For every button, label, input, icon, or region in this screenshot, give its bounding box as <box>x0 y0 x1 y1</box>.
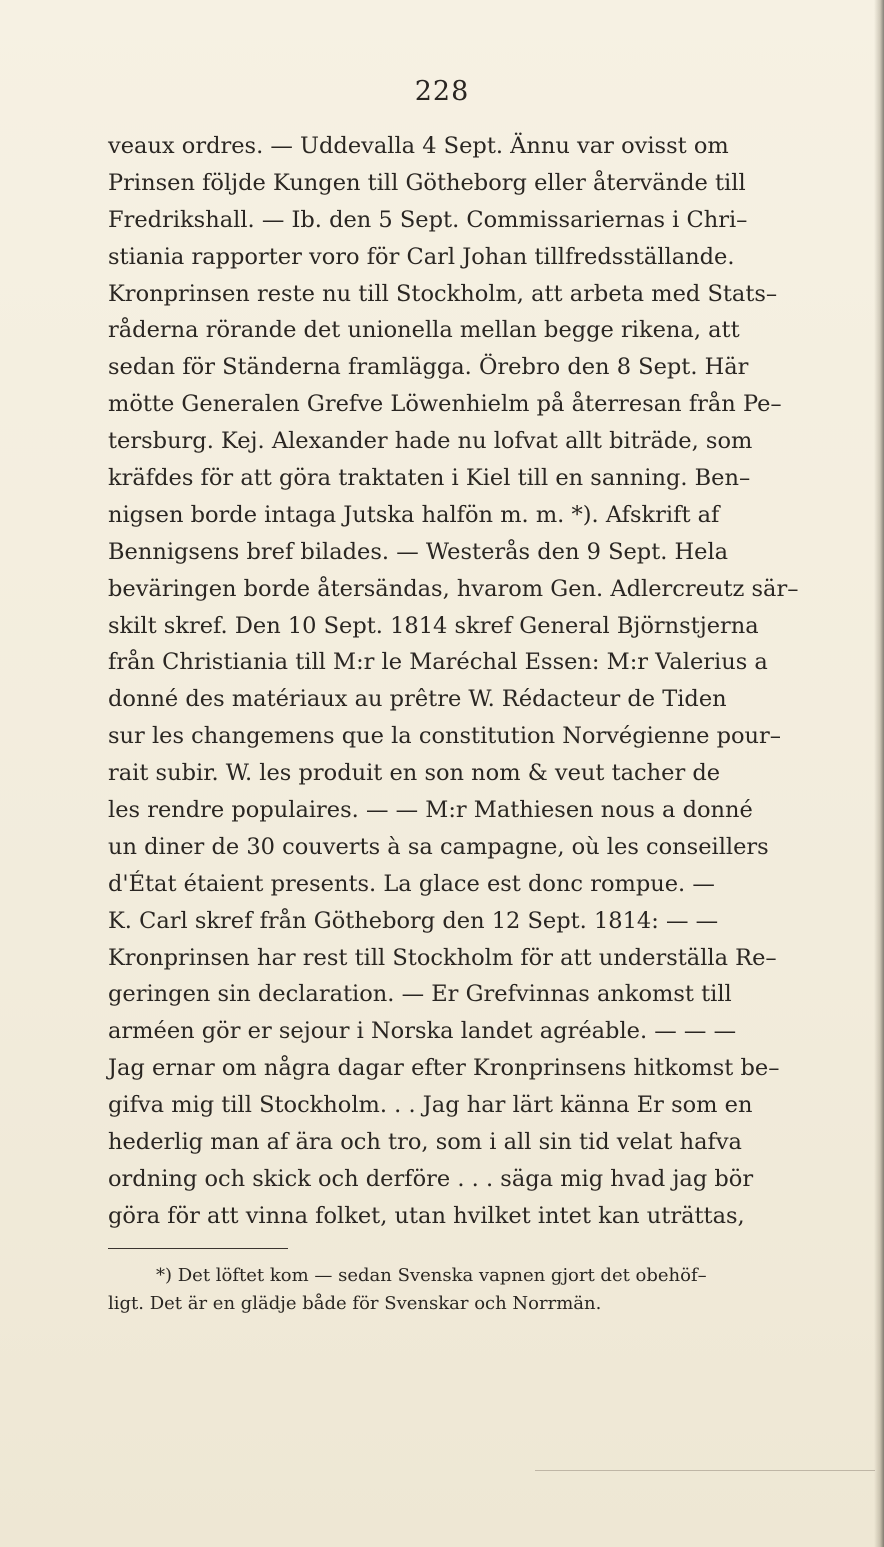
text-line: kräfdes för att göra traktaten i Kiel till en sanning. Ben– <box>108 465 751 492</box>
text-line: un diner de 30 couverts à sa campagne, où les conseillers <box>108 833 769 860</box>
text-line: stiania rapporter voro för Carl Johan tillfredsställande. <box>108 243 735 270</box>
text-line: beväringen borde återsändas, hvarom Gen. Adlercreutz sär– <box>108 575 799 602</box>
text-line: Fredrikshall. — Ib. den 5 Sept. Commissariernas i Chri– <box>108 206 748 233</box>
text-line: råderna rörande det unionella mellan begge rikena, att <box>108 317 740 344</box>
text-line: skilt skref. Den 10 Sept. 1814 skref General Björnstjerna <box>108 612 759 639</box>
page-number: 228 <box>414 76 470 107</box>
text-line: Kronprinsen reste nu till Stockholm, att arbeta med Stats– <box>108 280 778 307</box>
page-edge-mark <box>535 1470 875 1471</box>
text-line: rait subir. W. les produit en son nom & veut tacher de <box>108 760 721 787</box>
text-line: K. Carl skref från Götheborg den 12 Sept. 1814: — — <box>108 907 719 934</box>
text-line: Prinsen följde Kungen till Götheborg eller återvände till <box>108 169 746 196</box>
text-line: les rendre populaires. — — M:r Mathiesen nous a donné <box>108 797 753 824</box>
footnote <box>108 1262 808 1318</box>
text-line: Bennigsens bref bilades. — Westerås den 9 Sept. Hela <box>108 538 729 565</box>
page-edge-shadow <box>874 0 884 1547</box>
text-line: geringen sin declaration. — Er Grefvinnas ankomst till <box>108 981 732 1008</box>
text-line: mötte Generalen Grefve Löwenhielm på återresan från Pe– <box>108 391 782 418</box>
text-line: från Christiania till M:r le Maréchal Essen: M:r Valerius a <box>108 649 768 676</box>
footnote-rule <box>108 1248 288 1249</box>
text-line: nigsen borde intaga Jutska halfön m. m. *). Afskrift af <box>108 501 720 528</box>
text-line: veaux ordres. — Uddevalla 4 Sept. Ännu var ovisst om <box>108 133 729 159</box>
body-text <box>108 128 808 1235</box>
text-line: sedan för Ständerna framlägga. Örebro den 8 Sept. Här <box>108 354 749 381</box>
text-line: sur les changemens que la constitution Norvégienne pour– <box>108 723 782 750</box>
text-line: hederlig man af ära och tro, som i all sin tid velat hafva <box>108 1129 742 1156</box>
footnote-line: *) Det löftet kom — sedan Svenska vapnen gjort det obehöf– <box>156 1265 707 1286</box>
text-line: Jag ernar om några dagar efter Kronprinsens hitkomst be– <box>108 1055 780 1082</box>
text-line: donné des matériaux au prêtre W. Rédacteur de Tiden <box>108 686 727 713</box>
text-line: ordning och skick och derföre . . . säga mig hvad jag bör <box>108 1165 754 1192</box>
footnote-line: ligt. Det är en glädje både för Svenskar och Norrmän. <box>108 1293 602 1314</box>
text-line: arméen gör er sejour i Norska landet agréable. — — — <box>108 1018 737 1045</box>
text-line: gifva mig till Stockholm. . . Jag har lärt känna Er som en <box>108 1092 753 1119</box>
text-line: göra för att vinna folket, utan hvilket intet kan uträttas, <box>108 1202 745 1229</box>
text-line: d'État étaient presents. La glace est donc rompue. — <box>108 870 715 897</box>
text-line: Kronprinsen har rest till Stockholm för att underställa Re– <box>108 944 777 971</box>
text-line: tersburg. Kej. Alexander hade nu lofvat allt biträde, som <box>108 428 753 455</box>
